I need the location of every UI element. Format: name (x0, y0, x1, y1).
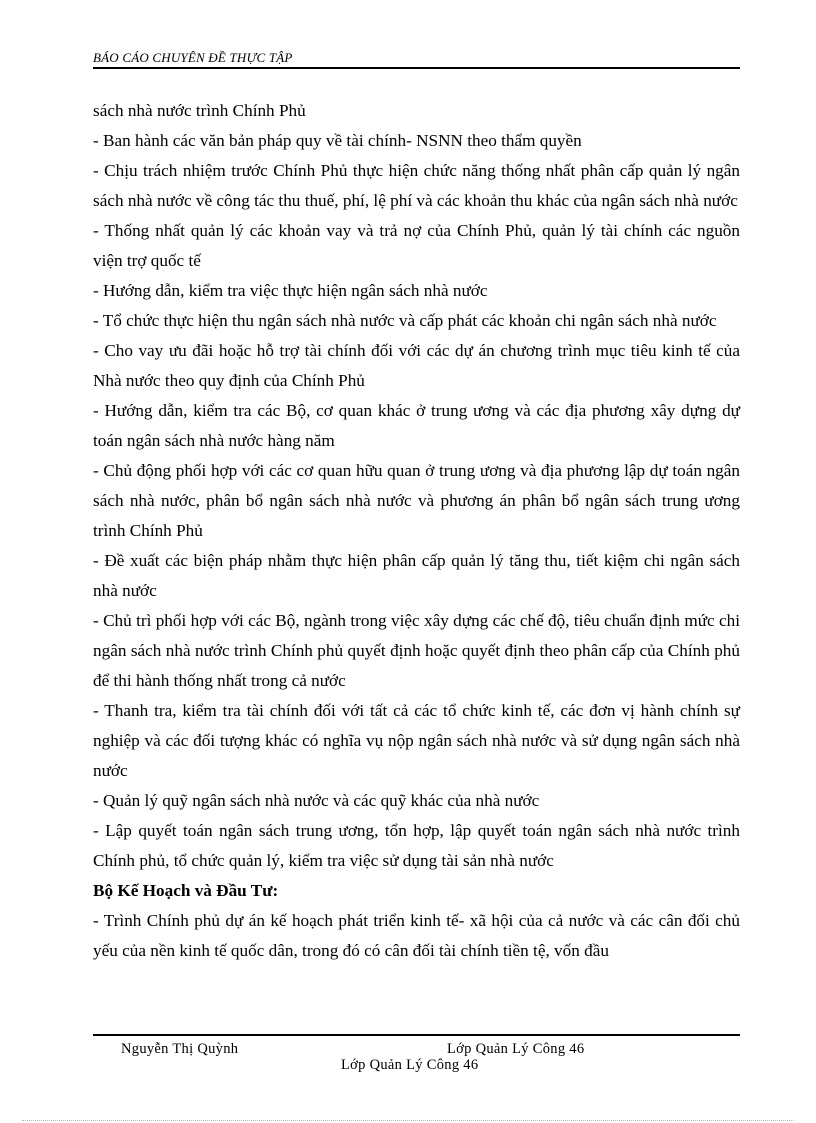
running-header: BÁO CÁO CHUYÊN ĐỀ THỰC TẬP (93, 50, 293, 65)
footer-author: Nguyễn Thị Quỳnh (121, 1041, 239, 1057)
paragraph: - Hướng dẫn, kiểm tra việc thực hiện ngân sách nhà nước (93, 281, 488, 300)
paragraph: - Lập quyết toán ngân sách trung ương, tổn hợp, lập quyết toán ngân sách nhà nước trình Chính phủ, tổ chức quản lý, kiểm tra việc sử dụng tài sản nhà nước (93, 821, 740, 870)
paragraph: - Hướng dẫn, kiểm tra các Bộ, cơ quan khác ở trung ương và các địa phương xây dựng dự toán ngân sách nhà nước hàng năm (93, 401, 740, 450)
paragraph: - Cho vay ưu đãi hoặc hỗ trợ tài chính đối với các dự án chương trình mục tiêu kinh tế của Nhà nước theo quy định của Chính Phủ (93, 341, 740, 390)
page-boundary (22, 1120, 794, 1121)
paragraph: - Đề xuất các biện pháp nhằm thực hiện phân cấp quản lý tăng thu, tiết kiệm chi ngân sách nhà nước (93, 551, 740, 600)
footer-class-label: Lớp Quản Lý Công 46 (447, 1041, 585, 1057)
paragraph: - Chủ trì phối hợp với các Bộ, ngành trong việc xây dựng các chế độ, tiêu chuẩn định mức chi ngân sách nhà nước trình Chính phủ quyết định hoặc quyết định theo phân cấp của Chính phủ để thi hành thống nhất trong cả nước (93, 611, 740, 690)
paragraph: sách nhà nước trình Chính Phủ (93, 101, 306, 120)
document-body (93, 96, 740, 966)
paragraph: - Chịu trách nhiệm trước Chính Phủ thực hiện chức năng thống nhất phân cấp quản lý ngân sách nhà nước về công tác thu thuế, phí, lệ phí và các khoản thu khác của ngân sách nhà nước (93, 161, 740, 210)
header-divider (93, 67, 740, 69)
paragraph: - Thanh tra, kiểm tra tài chính đối với tất cả các tổ chức kinh tế, các đơn vị hành chính sự nghiệp và các đối tượng khác có nghĩa vụ nộp ngân sách nhà nước và sử dụng ngân sách nhà nước (93, 701, 740, 780)
paragraph: - Tổ chức thực hiện thu ngân sách nhà nước và cấp phát các khoản chi ngân sách nhà nước (93, 311, 717, 330)
footer-class-label-centered: Lớp Quản Lý Công 46 (341, 1057, 479, 1073)
section-heading: Bộ Kế Hoạch và Đầu Tư: (93, 881, 279, 900)
paragraph: - Thống nhất quản lý các khoản vay và trả nợ của Chính Phủ, quản lý tài chính các nguồn viện trợ quốc tế (93, 221, 740, 270)
paragraph: - Ban hành các văn bản pháp quy về tài chính- NSNN theo thẩm quyền (93, 131, 582, 150)
paragraph: - Trình Chính phủ dự án kế hoạch phát triển kinh tế- xã hội của cả nước và các cân đối chủ yếu của nền kinh tế quốc dân, trong đó có cân đối tài chính tiền tệ, vốn đầu (93, 911, 740, 960)
footer-divider (93, 1034, 740, 1036)
paragraph: - Quản lý quỹ ngân sách nhà nước và các quỹ khác của nhà nước (93, 791, 540, 810)
paragraph: - Chủ động phối hợp với các cơ quan hữu quan ở trung ương và địa phương lập dự toán ngân sách nhà nước, phân bổ ngân sách nhà nước và phương án phân bổ ngân sách trung ương trình Chính Phủ (93, 461, 740, 540)
